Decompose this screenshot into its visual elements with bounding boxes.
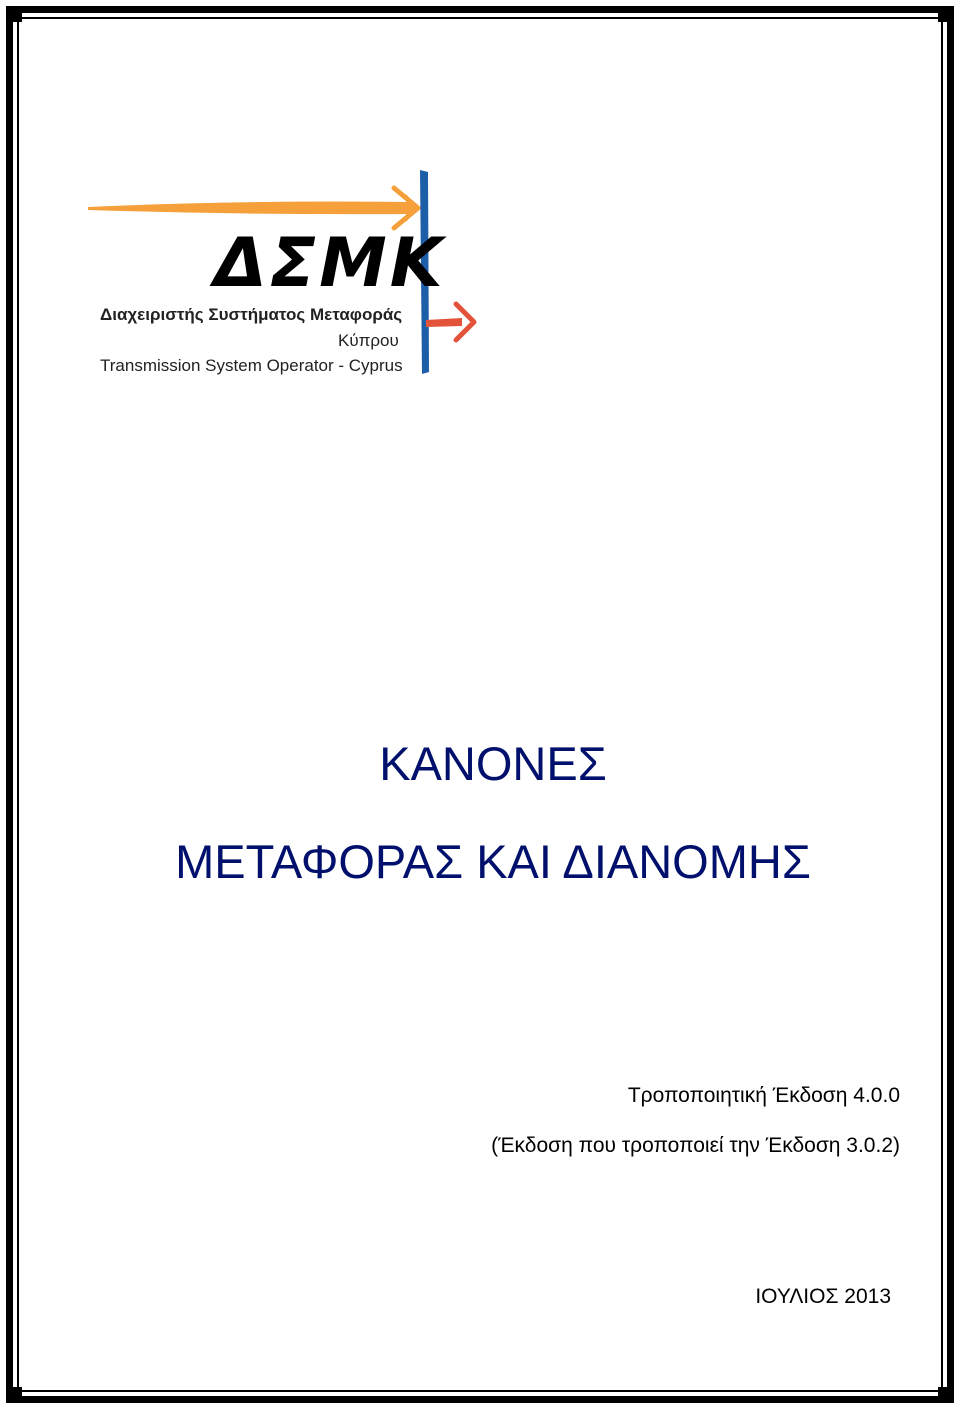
- version-amends-note: (Έκδοση που τροποποιεί την Έκδοση 3.0.2): [491, 1134, 900, 1157]
- tso-cyprus-logo: [84, 160, 484, 380]
- orange-arrow-icon: [88, 194, 418, 222]
- border-corner-top-left: [6, 6, 22, 22]
- border-corner-bottom-right: [938, 1387, 954, 1403]
- logo-name-line1: Διαχειριστής Συστήματος Μεταφοράς: [100, 305, 403, 324]
- logo-abbreviation: ΔΣΜΚ: [214, 224, 446, 303]
- document-title-line1: ΚΑΝΟΝΕΣ: [379, 737, 607, 790]
- border-corner-bottom-left: [6, 1387, 22, 1403]
- document-title-line2: ΜΕΤΑΦΟΡΑΣ ΚΑΙ ΔΙΑΝΟΜΗΣ: [175, 835, 811, 888]
- border-corner-top-right: [938, 6, 954, 22]
- red-arrow-icon: [426, 318, 462, 327]
- logo-name-english: Transmission System Operator - Cyprus: [100, 356, 403, 375]
- logo-name-line2: Κύπρου: [338, 331, 399, 350]
- version-label: Τροποποιητική Έκδοση 4.0.0: [627, 1084, 900, 1107]
- publication-date: ΙΟΥΛΙΟΣ 2013: [755, 1285, 891, 1308]
